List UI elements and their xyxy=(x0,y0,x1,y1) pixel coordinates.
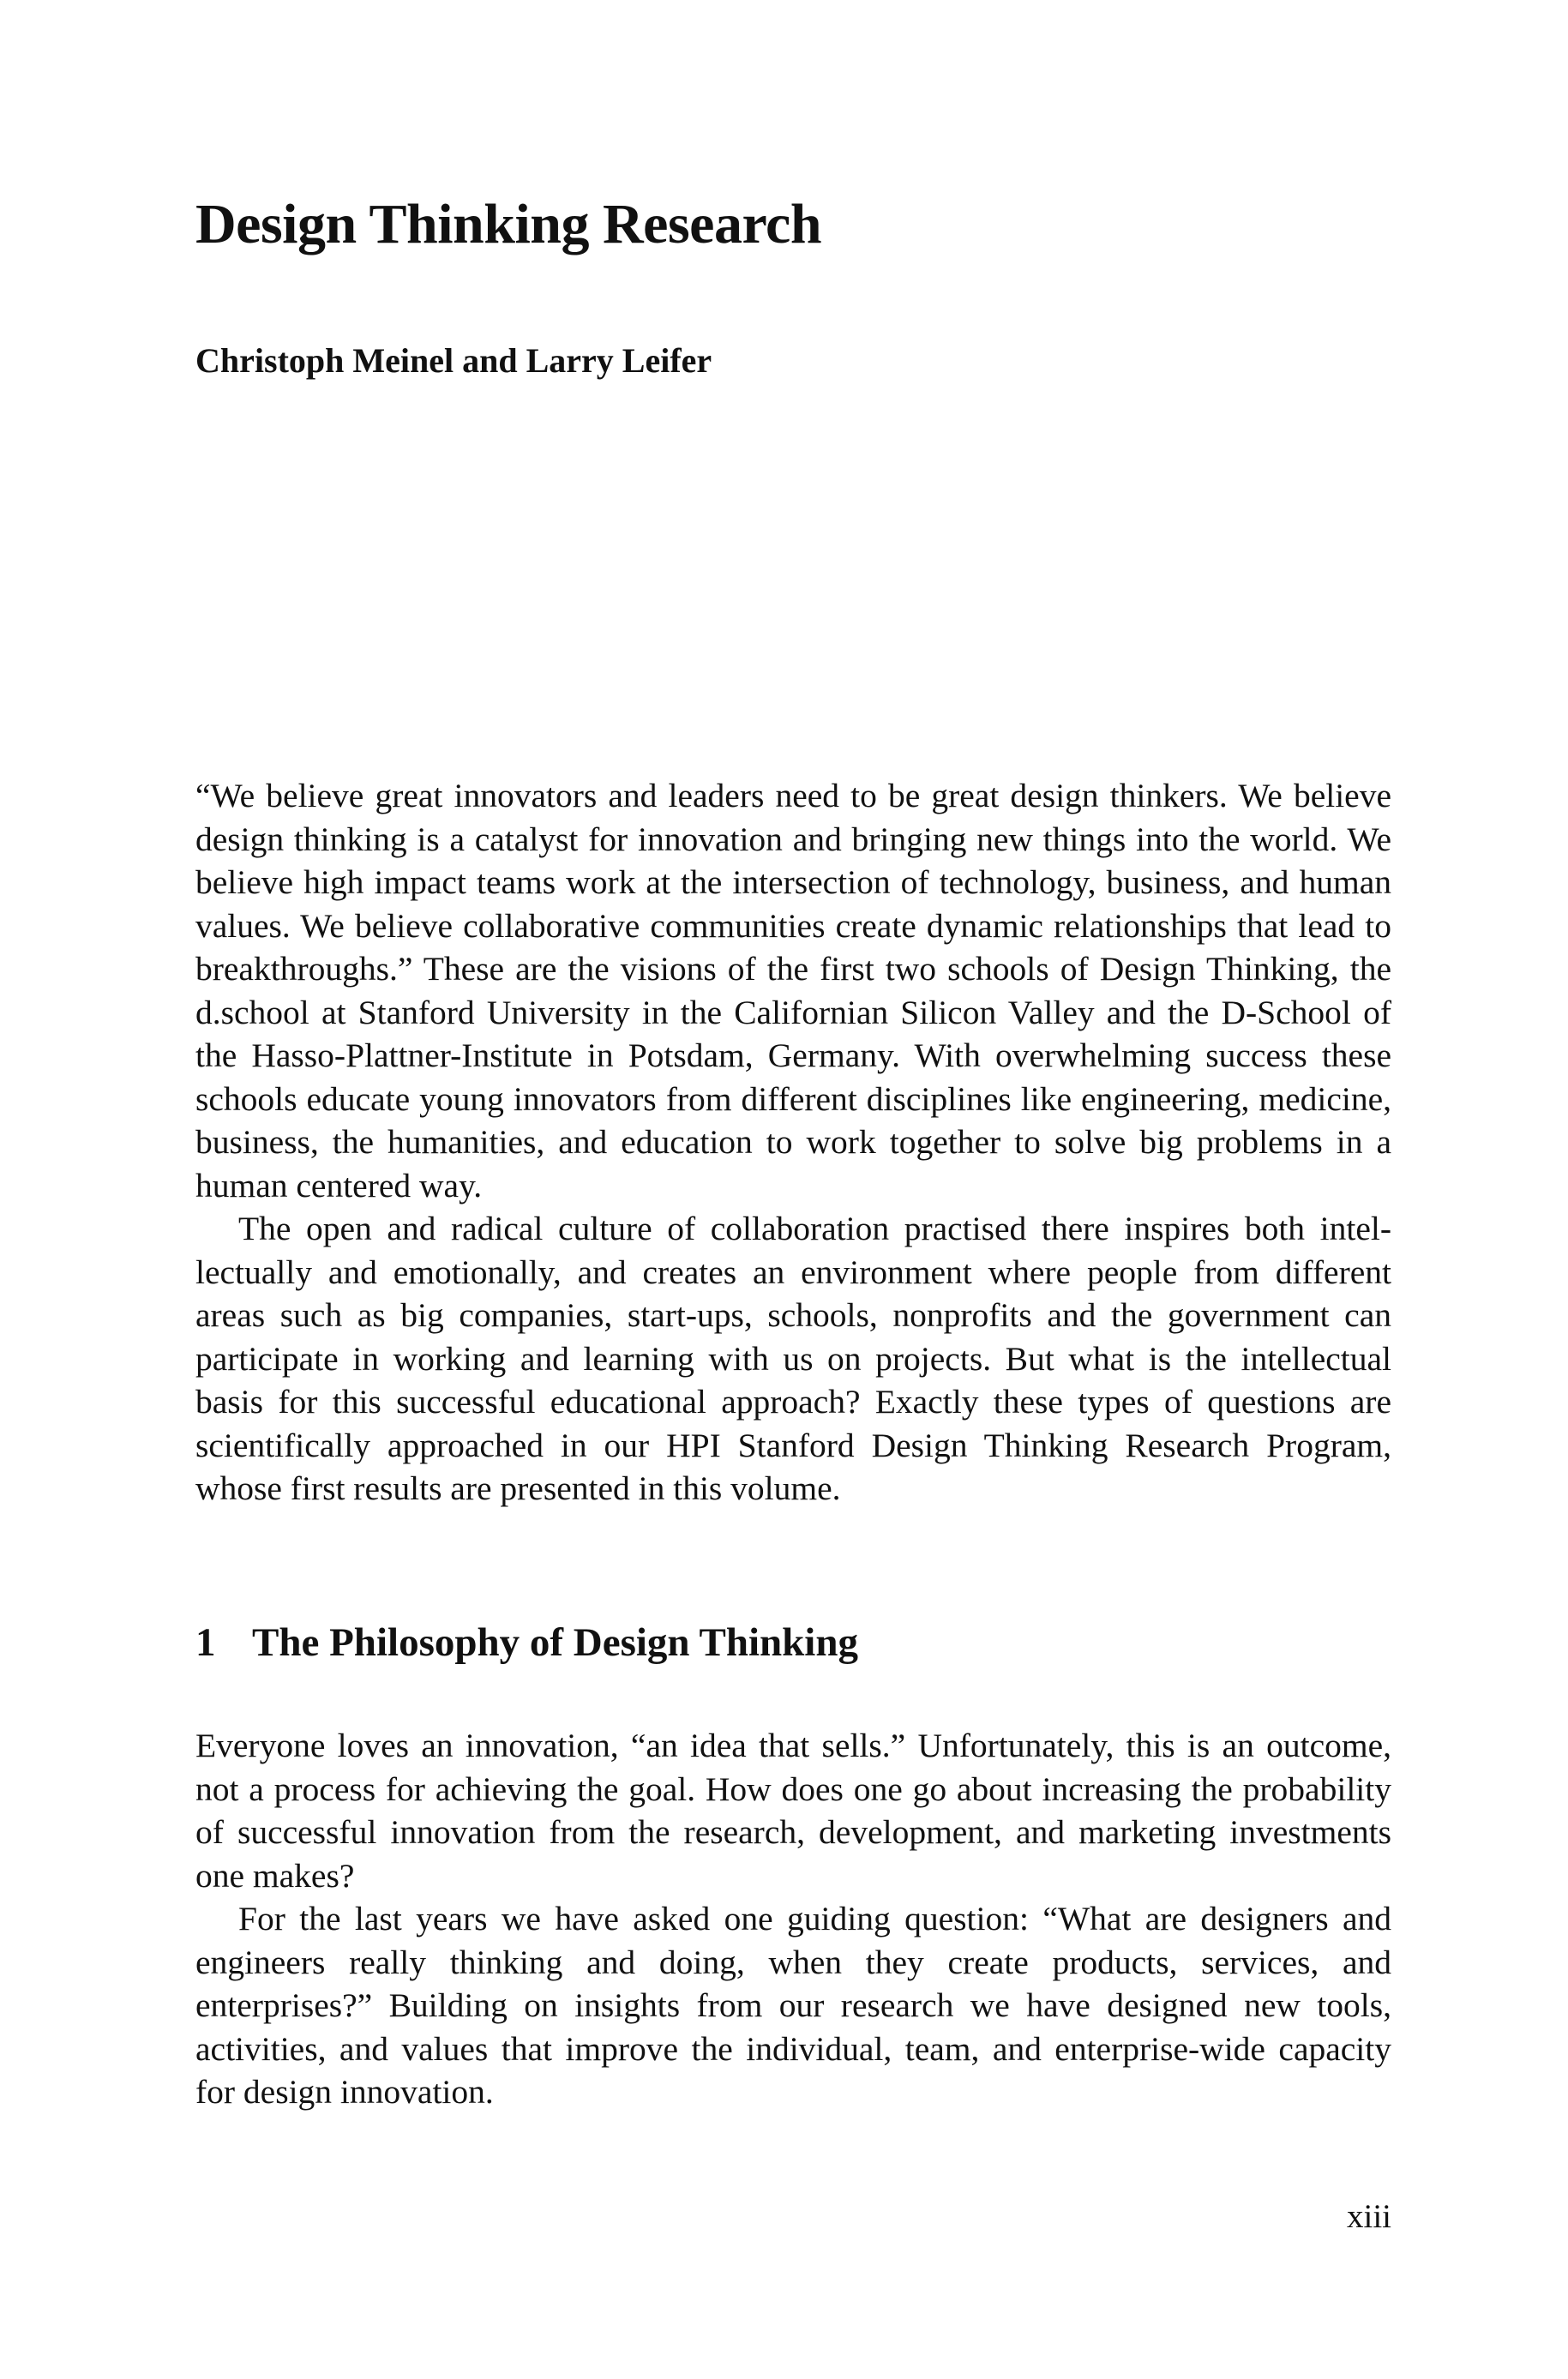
section-body xyxy=(195,1724,1391,2114)
section-title: The Philosophy of Design Thinking xyxy=(252,1620,858,1665)
section-paragraph: For the last years we have asked one guiding question: “What are designers and engineers really thinking and doing, when they create products, services, and enterprises?” Building on insights from our research we have designed new tools, activities, and values that improve the individual, team, and enterprise-wide capacity for design innovation. xyxy=(195,1900,1391,2111)
intro-text xyxy=(195,774,1391,1511)
intro-paragraph: The open and radical culture of collaboration practised there inspires both intellectually and emotionally, and creates an environment where people from different areas such as big companies, start-ups, schools, nonprofits and the government can participate in working and learning with us on projects. But what is the intellectual basis for this successful educational approach? Exactly these types of questions are scientifically approached in our HPI Stanford Design Thinking Research Program, whose first results are presented in this volume. xyxy=(195,1210,1391,1507)
section-paragraph: Everyone loves an innovation, “an idea that sells.” Unfortunately, this is an outcome, not a process for achieving the goal. How does one go about increasing the probability of successful innovation from the research, development, and marketing investments one makes? xyxy=(195,1727,1391,1895)
chapter-title: Design Thinking Research xyxy=(195,193,822,255)
chapter-authors: Christoph Meinel and Larry Leifer xyxy=(195,341,712,380)
section-number: 1 xyxy=(195,1620,216,1665)
page-number: xiii xyxy=(1346,2198,1391,2235)
intro-paragraph: “We believe great innovators and leaders need to be great design thinkers. We believe design thinking is a catalyst for innovation and bringing new things into the world. We believe high impact teams work at the intersection of technology, business, and human values. We believe collaborative communities create dynamic relationships that lead to breakthroughs.” These are the visions of the first two schools of Design Thinking, the d.school at Stanford University in the Californian Silicon Valley and the D-School of the Hasso-Plattner-Institute in Potsdam, Germany. With overwhelming success these schools educate young innovators from different disciplines like engineering, medicine, business, the humanities, and education to work together to solve big problems in a human centered way. xyxy=(195,777,1391,1205)
section-heading xyxy=(195,1617,1391,1668)
